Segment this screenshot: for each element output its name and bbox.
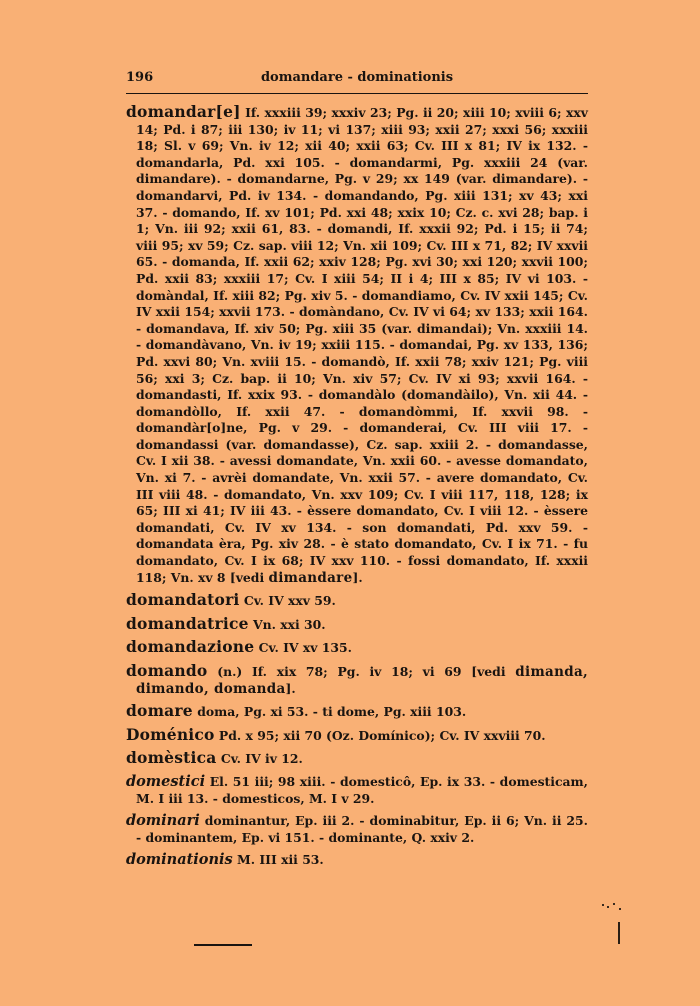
entry-text: Pd. x 95; xii 70 (Oz. Domínico); Cv. IV xxviii 70.: [218, 727, 546, 743]
headword: domandazione: [126, 637, 255, 657]
see-also-ref: dimandare: [268, 569, 353, 586]
entry-domando: [126, 663, 588, 697]
entry-domandatrice: [126, 613, 588, 634]
entry-dominationis: [126, 852, 588, 869]
headword: domandar[e]: [126, 102, 241, 121]
headword: dominari: [126, 812, 200, 830]
scan-line: [618, 922, 620, 944]
entry-text: Cv. IV xxv 59.: [243, 593, 336, 609]
entry-text: If. xix 78; Pg. iv 18; vi 69 [vedi: [252, 664, 506, 679]
entry-text: Cv. IV xv 135.: [258, 640, 352, 656]
headword: dominationis: [126, 851, 233, 869]
entry-text: dominantur, Ep. iii 2. - dominabitur, Ep. ii 6; Vn. ii 25. - dominantem, Ep. vi 151. - dominante, Q. xxiv 2.: [136, 813, 588, 845]
scan-speck: [613, 903, 615, 905]
headword: Doménico: [126, 724, 215, 744]
scan-speck: [619, 908, 621, 910]
headword: domèstica: [126, 748, 217, 768]
headword: domare: [126, 701, 193, 721]
see-also-ref: dimanda, dimando, domanda: [136, 664, 588, 697]
entry-text: Vn. xxi 30.: [253, 616, 326, 632]
entry-domenico: [126, 724, 588, 745]
entry-domandatori: [126, 592, 588, 610]
headword: domandatrice: [126, 613, 249, 633]
page-header: [126, 70, 588, 88]
headword: domestici: [126, 772, 206, 790]
scan-speck: [602, 904, 604, 906]
entry-text: doma, Pg. xi 53. - ti dome, Pg. xiii 103.: [197, 704, 467, 720]
entry-text: If. xxxiii 39; xxxiv 23; Pg. ii 20; xiii 10; xviii 6; xxv 14; Pd. i 87; iii 130; iv 11; vi 137; xiii 93; xxii 27; xxxi 56; xxxiii 18; Sl. v 69; Vn. iv 12; xii 40; xxii 63; Cv. III x 81; IV ix 132. - domandarla, Pd. xxi 105. - domandarmi, Pg. xxxiii 24 (var. dimandare). - domandarne, Pg. v 29; xx 149 (var. dimandare). - domandarvi, Pd. iv 134. - domandando, Pg. xiii 131; xv 43; xxi 37. - domando, If. xv 101; Pd. xxi 48; xxix 10; Cz. c. xvi 28; bap. i 1; Vn. iii 92; xxii 61, 83. - domandi, If. xxxii 92; Pd. i 15; ii 74; viii 95; xv 59; Cz. sap. viii 12; Vn. xii 109; Cv. III x 71, 82; IV xxvii 65. - domanda, If. xxii 62; xxiv 128; Pg. xvi 30; xxi 120; xxvii 100; Pd. xxii 83; xxxiii 17; Cv. I xiii 54; II i 4; III x 85; IV vi 103. - domàndal, If. xiii 82; Pg. xiv 5. - domandiamo, Cv. IV xxii 145; Cv. IV xxii 154; xxvii 173. - domàndano, Cv. IV vi 64; xv 133; xxii 164. - domandava, If. xiv 50; Pg. xiii 35 (var. dimandai); Vn. xxxiii 14. - domandàvano, Vn. iv 19; xxiii 115. - domandai, Pg. xv 133, 136; Pd. xxvi 80; Vn. xviii 15. - domandò, If. xxii 78; xxiv 121; Pg. viii 56; xxi 3; Cz. bap. ii 10; Vn. xiv 57; Cv. IV xi 93; xxvii 164. - domandasti, If. xxix 93. - domandàlo (domandàilo), Vn. xii 44. - domandòllo, If. xxii 47. - domandòmmi, If. xxvii 98. - domandàr[o]ne, Pg. v 29. - domanderai, Cv. III viii 17. - domandassi (var. domandasse), Cz. sap. xxiii 2. - domandasse, Cv. I xii 38. - avessi domandate, Vn. xxii 60. - avesse domandato, Vn. xi 7. - avrèi domandate, Vn. xxii 57. - avere domandato, Cv. III viii 48. - domandato, Vn. xxv 109; Cv. I viii 117, 118, 128; ix 65; III xi 41; IV iii 43. - èssere domandato, Cv. I viii 12. - èssere domandati, Cv. IV xv 134. - son domandati, Pd. xxv 59. - domandata èra, Pg. xiv 28. - è stato domandato, Cv. I ix 71. - fu domandato, Cv. I ix 68; IV xxv 110. - fossi domandato, If. xxxii 118; Vn. xv 8 [vedi: [136, 105, 588, 585]
entry-closing: ].: [352, 569, 363, 585]
entry-text: M. III xii 53.: [237, 852, 324, 868]
dictionary-body: [126, 104, 588, 875]
entry-dominari: [126, 813, 588, 846]
running-title: domandare - dominationis: [260, 70, 454, 85]
entry-closing: ].: [285, 680, 296, 696]
header-rule: [126, 93, 588, 94]
entry-text: El. 51 iii; 98 xiii. - domesticô, Ep. ix 33. - domesticam, M. I iii 13. - domesticos, M. I v 29.: [136, 773, 588, 806]
entry-domestica: [126, 750, 588, 768]
entry-domare: [126, 703, 588, 721]
scan-speck: [607, 906, 609, 908]
headword: domandatori: [126, 590, 240, 610]
entry-domandare: [126, 104, 588, 586]
footer-rule: [194, 944, 252, 946]
part-of-speech: (n.): [217, 664, 243, 679]
entry-domestici: [126, 774, 588, 807]
entry-text: Cv. IV iv 12.: [220, 751, 303, 767]
page-number: 196: [126, 70, 154, 85]
entry-domandazione: [126, 639, 588, 657]
scan-marks: [598, 900, 628, 950]
headword: domando: [126, 661, 208, 680]
